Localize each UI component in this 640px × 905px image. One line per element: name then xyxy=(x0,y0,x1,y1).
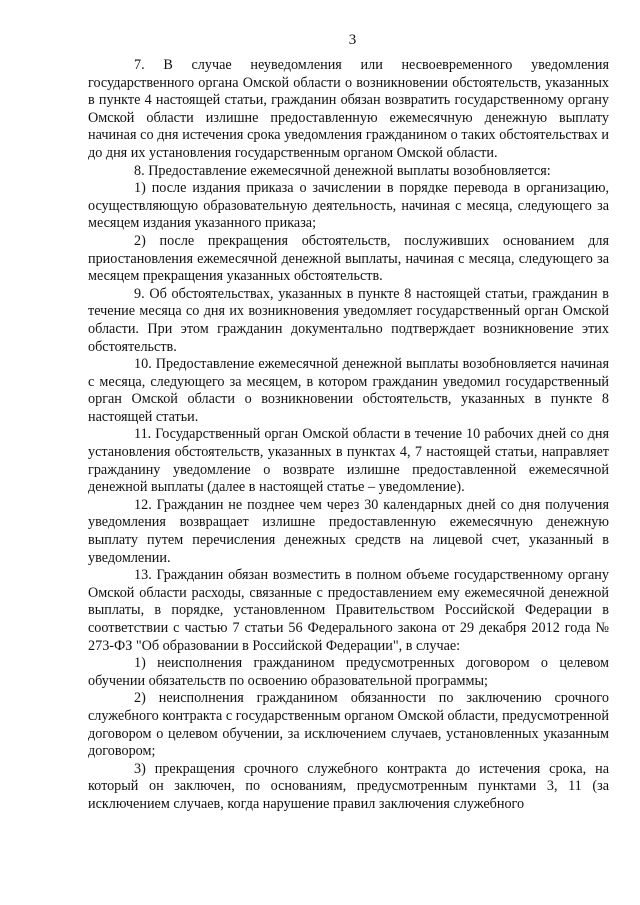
paragraph-13-item-2: 2) неисполнения гражданином обязанности по заключению срочного служебного контракта с государственным органом Омской области, предусмотренной договором о целевом обучении, за исключением случаев, установленных указанным договором; xyxy=(88,690,609,760)
paragraph-11: 11. Государственный орган Омской области в течение 10 рабочих дней со дня установления обстоятельств, указанных в пунктах 4, 7 настоящей статьи, направляет гражданину уведомление о возврате излишне предоставленной ежемесячной денежной выплаты (далее в настоящей статье – уведомление). xyxy=(88,426,609,496)
paragraph-13-item-1: 1) неисполнения гражданином предусмотренных договором о целевом обучении обязательств по освоению образовательной программы; xyxy=(88,655,609,689)
paragraph-8: 8. Предоставление ежемесячной денежной выплаты возобновляется: xyxy=(134,162,551,179)
paragraph-7: 7. В случае неуведомления или несвоевременного уведомления государственного органа Омской области о возникновении обстоятельств, указанных в пункте 4 настоящей статьи, гражданин обязан возвратить государственному органу Омской области излишне предоставленную ежемесячную денежную выплату начиная со дня истечения срока уведомления гражданином о таких обстоятельствах и до дня их установления государственным органом Омской области. xyxy=(88,57,609,161)
paragraph-9: 9. Об обстоятельствах, указанных в пункте 8 настоящей статьи, гражданин в течение месяца со дня их возникновения уведомляет государственный орган Омской области. При этом гражданин документально подтверждает возникновение этих обстоятельств. xyxy=(88,285,609,355)
paragraph-10: 10. Предоставление ежемесячной денежной выплаты возобновляется начиная с месяца, следующего за месяцем, в котором гражданин уведомил государственный орган Омской области о возникновении обстоятельств, указанных в пункте 8 настоящей статьи. xyxy=(88,356,609,425)
page-number: 3 xyxy=(348,32,357,48)
paragraph-8-item-1: 1) после издания приказа о зачислении в порядке перевода в организацию, осуществляющую образовательную деятельность, начиная с месяца, следующего за месяцем издания указанного приказа; xyxy=(88,180,609,232)
document-page xyxy=(88,30,609,814)
paragraph-13: 13. Гражданин обязан возместить в полном объеме государственному органу Омской области расходы, связанные с предоставлением ему ежемесячной денежной выплаты, в порядке, установленном Правительством Российской Федерации в соответствии с частью 7 статьи 56 Федерального закона от 29 декабря 2012 года № 273-ФЗ "Об образовании в Российской Федерации", в случае: xyxy=(88,567,609,654)
paragraph-8-item-2: 2) после прекращения обстоятельств, послуживших основанием для приостановления ежемесячной денежной выплаты, начиная с месяца, следующего за месяцем прекращения указанных обстоятельств. xyxy=(88,232,609,285)
paragraph-13-item-3: 3) прекращения срочного служебного контракта до истечения срока, на который он заключен, по основаниям, предусмотренным пунктами 3, 11 (за исключением случаев, когда нарушение правил заключения служебного xyxy=(88,760,609,812)
paragraph-12: 12. Гражданин не позднее чем через 30 календарных дней со дня получения уведомления возвращает излишне предоставленную ежемесячную денежную выплату путем перечисления денежных средств на лицевой счет, указанный в уведомлении. xyxy=(88,496,609,566)
